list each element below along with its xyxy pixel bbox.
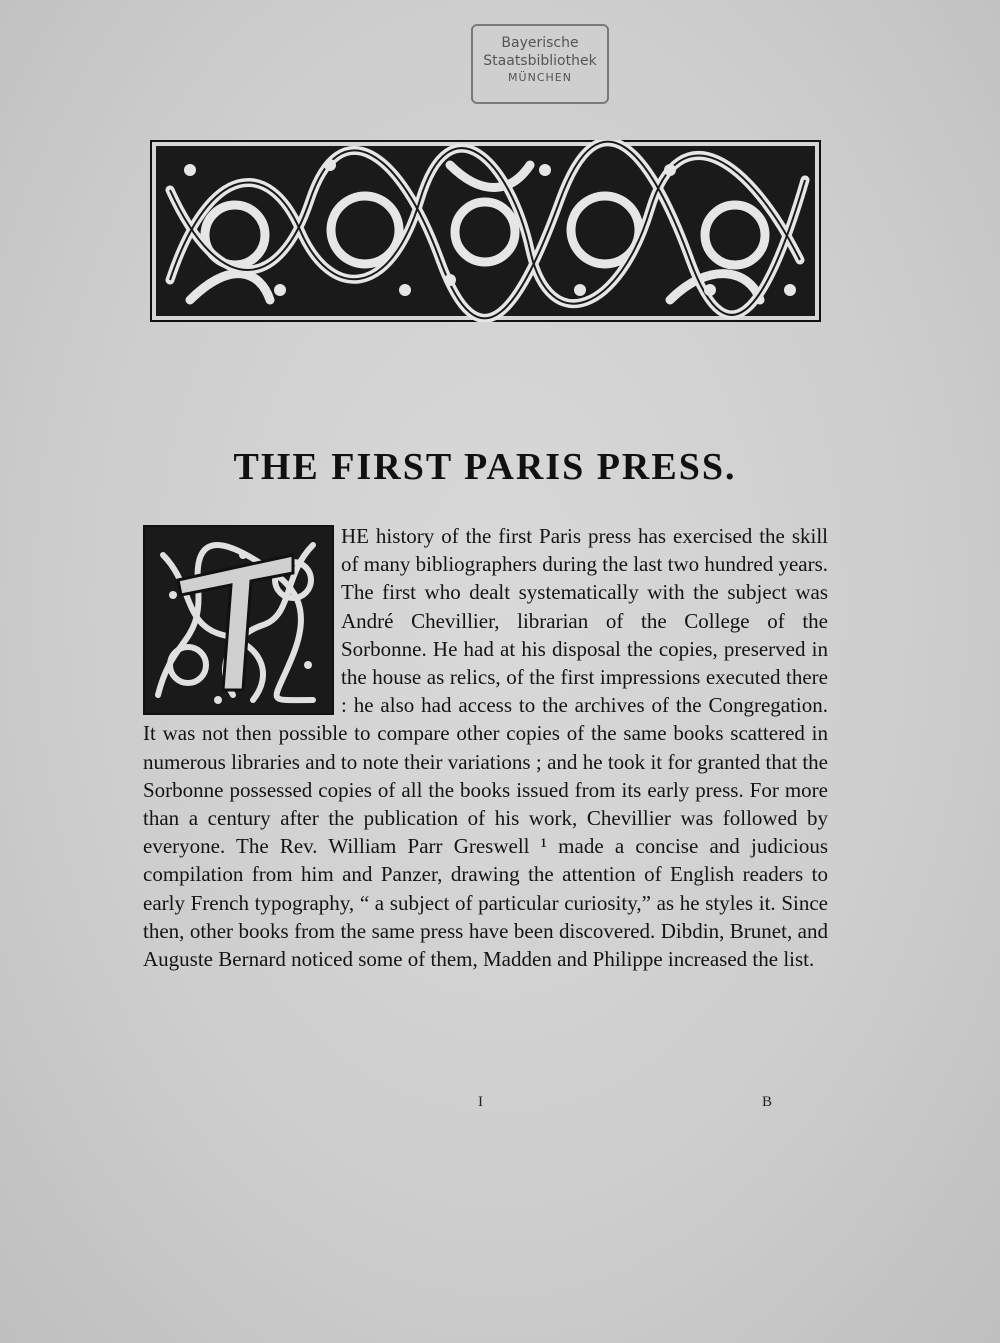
page-number: I [478,1094,483,1110]
drop-cap-space [143,522,341,718]
chapter-title: THE FIRST PARIS PRESS. [233,446,737,488]
signature-mark: B [762,1094,773,1110]
stamp-line-1: Bayerische [501,35,579,51]
decorative-headpiece [150,140,821,322]
stamp-line-2: Staatsbibliothek [483,53,597,69]
body-paragraph [143,522,828,973]
library-stamp [471,24,609,104]
body-text: HE history of the first Paris press has exercised the skill of many bibliographers during the last two hundred years. The first who dealt systematically with the subject was André Chevillier, librarian of the College of the Sorbonne. He had at his disposal the copies, preserved in the house as relics, of the first impressions executed there : he also had access to the archives of the Congregation. It was not then possible to compare other copies of the same books scattered in numerous libraries and to note their variations ; and he took it for granted that the Sorbonne possessed copies of all the books issued from its early press. For more than a century after the publication of his work, Chevillier was followed by everyone. The Rev. William Parr Greswell ¹ made a concise and judicious compilation from him and Panzer, drawing the attention of English readers to early French typography, “ a subject of particular curiosity,” as he styles it. Since then, other books from the same press have been discovered. Dibdin, Brunet, and Auguste Bernard noticed some of them, Madden and Philippe increased the list. [143,524,828,972]
stamp-line-3: MÜNCHEN [508,71,572,84]
